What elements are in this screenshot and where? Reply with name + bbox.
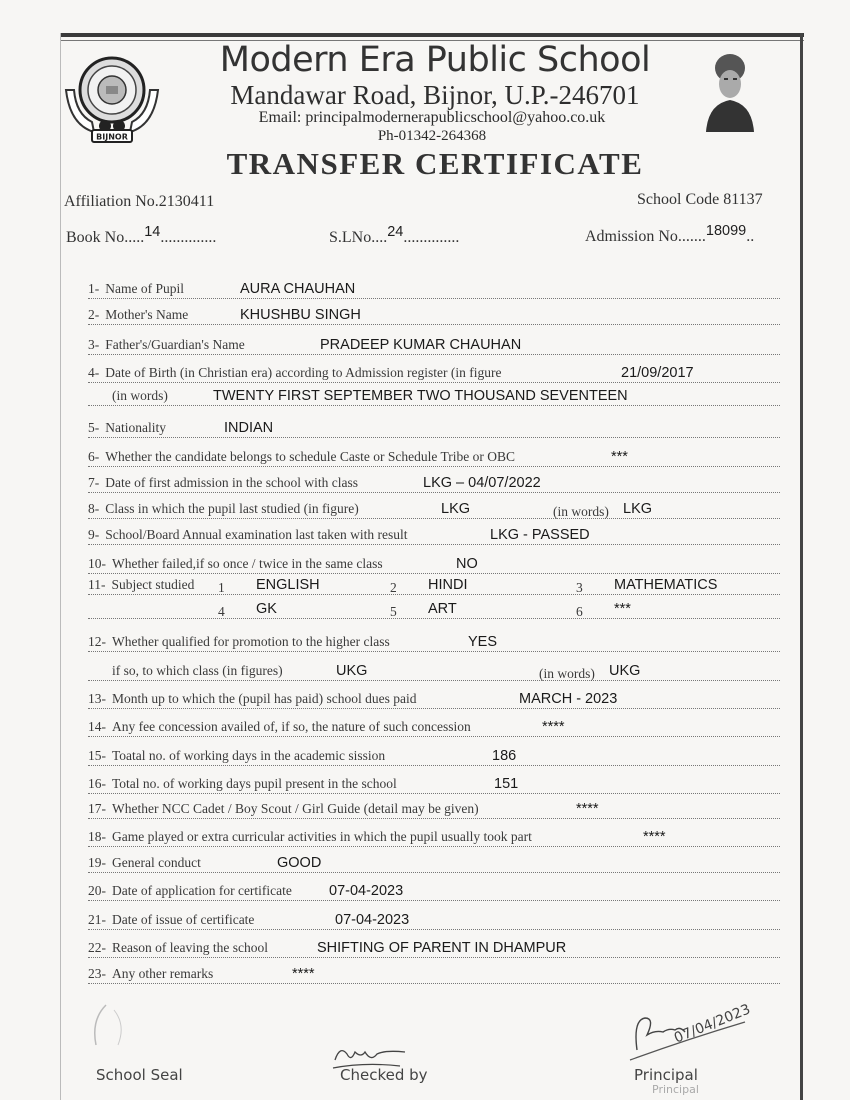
field-row — [88, 719, 780, 739]
field-value: SHIFTING OF PARENT IN DHAMPUR — [317, 940, 567, 956]
sl-number: S.LNo....24.............. — [329, 224, 460, 246]
dotted-leader — [88, 793, 780, 794]
book-number: Book No.....14.............. — [66, 224, 217, 246]
dotted-leader — [88, 651, 780, 652]
field-number: 1- — [88, 281, 100, 296]
certificate-title: TRANSFER CERTIFICATE — [226, 146, 644, 181]
dotted-leader — [88, 708, 780, 709]
field-row — [88, 829, 780, 849]
dotted-leader — [88, 765, 780, 766]
field-value-secondary: UKG — [609, 663, 641, 679]
dotted-leader — [88, 594, 780, 595]
field-label: Whether the candidate belongs to schedule Caste or Schedule Tribe or OBC — [105, 449, 516, 464]
field-label: Mother's Name — [105, 307, 189, 322]
field-value: NO — [456, 556, 478, 572]
field-row — [88, 449, 780, 469]
field-number: 4- — [88, 365, 100, 380]
book-number-value: 14 — [144, 224, 161, 240]
field-value: INDIAN — [224, 420, 274, 436]
field-label: General conduct — [112, 855, 201, 870]
dotted-leader — [88, 957, 780, 958]
subject-number: 2 — [390, 580, 397, 595]
field-number: 22- — [88, 940, 106, 955]
subject-value: GK — [256, 601, 277, 617]
field-label: (in words) — [112, 388, 168, 403]
admission-number: Admission No.......18099.. — [585, 223, 755, 245]
field-value: 07-04-2023 — [335, 912, 410, 928]
field-number: 16- — [88, 776, 106, 791]
field-value: 07-04-2023 — [329, 883, 404, 899]
field-label-secondary: (in words) — [553, 504, 609, 519]
field-value: LKG — [441, 501, 471, 517]
dotted-leader — [88, 618, 780, 619]
dotted-leader — [88, 983, 780, 984]
subject-number: 3 — [576, 580, 583, 595]
field-label: Whether NCC Cadet / Boy Scout / Girl Guide (detail may be given) — [112, 801, 479, 816]
field-row — [88, 966, 780, 986]
field-row — [88, 663, 780, 683]
dotted-leader — [88, 573, 780, 574]
affiliation-number: Affiliation No.2130411 — [64, 193, 215, 210]
dotted-leader — [88, 354, 780, 355]
dotted-leader — [88, 518, 780, 519]
field-number: 7- — [88, 475, 100, 490]
field-number: 23- — [88, 966, 106, 981]
dotted-leader — [88, 382, 780, 383]
dotted-leader — [88, 544, 780, 545]
field-number: 14- — [88, 719, 106, 734]
field-number: 10- — [88, 556, 106, 571]
field-row — [88, 912, 780, 932]
principal-stamp-text: Principal — [652, 1083, 699, 1096]
subject-number: 5 — [390, 604, 397, 619]
field-number: 12- — [88, 634, 106, 649]
field-row — [88, 940, 780, 960]
admission-number-label: Admission No. — [585, 228, 682, 245]
field-number: 13- — [88, 691, 106, 706]
dotted-leader — [88, 929, 780, 930]
field-value: LKG – 04/07/2022 — [423, 475, 541, 491]
field-label: if so, to which class (in figures) — [112, 663, 283, 678]
book-number-label: Book No. — [66, 229, 129, 246]
field-label: Whether failed,if so once / twice in the same class — [112, 556, 383, 571]
field-label: Name of Pupil — [105, 281, 184, 296]
field-row — [88, 776, 780, 796]
dotted-leader — [88, 846, 780, 847]
dotted-leader — [88, 736, 780, 737]
dotted-leader — [88, 324, 780, 325]
principal-label: Principal — [634, 1066, 698, 1084]
field-value: GOOD — [277, 855, 322, 871]
field-row — [88, 801, 780, 821]
field-number: 19- — [88, 855, 106, 870]
field-row — [88, 281, 780, 301]
field-row — [88, 475, 780, 495]
field-row — [88, 634, 780, 654]
field-row — [88, 748, 780, 768]
dotted-leader — [88, 466, 780, 467]
field-value: 21/09/2017 — [621, 365, 694, 381]
school-email: Email: principalmodernerapublicschool@yahoo.co.uk — [258, 109, 606, 126]
field-row — [88, 556, 780, 576]
field-value: MARCH - 2023 — [519, 691, 618, 707]
dotted-leader — [88, 437, 780, 438]
field-number: 17- — [88, 801, 106, 816]
field-number: 11- — [88, 577, 106, 592]
field-value-secondary: LKG — [623, 501, 653, 517]
svg-text:BIJNOR: BIJNOR — [96, 132, 128, 142]
field-label: Father's/Guardian's Name — [105, 337, 245, 352]
field-label: Date of Birth (in Christian era) according to Admission register (in figure — [105, 365, 502, 380]
field-label: Total no. of working days pupil present in the school — [112, 776, 397, 791]
field-value: **** — [542, 719, 565, 735]
field-row — [88, 691, 780, 711]
dotted-leader — [88, 872, 780, 873]
subject-number: 4 — [218, 604, 225, 619]
subject-value: MATHEMATICS — [614, 577, 718, 593]
dotted-leader — [88, 405, 780, 406]
field-label: Class in which the pupil last studied (in figure) — [105, 501, 359, 516]
field-label: School/Board Annual examination last taken with result — [105, 527, 408, 542]
school-address: Mandawar Road, Bijnor, U.P.-246701 — [230, 80, 640, 110]
admission-number-value: 18099 — [705, 223, 747, 239]
field-row — [88, 855, 780, 875]
field-value: LKG - PASSED — [490, 527, 590, 543]
checked-by-label: Checked by — [340, 1066, 428, 1084]
field-value: UKG — [336, 663, 368, 679]
field-label-secondary: (in words) — [539, 666, 595, 681]
field-value: YES — [468, 634, 498, 650]
dotted-leader — [88, 900, 780, 901]
field-value: **** — [643, 829, 666, 845]
field-label: Date of first admission in the school with class — [105, 475, 358, 490]
sl-number-label: S.LNo. — [329, 229, 376, 246]
field-label: Any other remarks — [112, 966, 214, 981]
field-value: KHUSHBU SINGH — [240, 307, 361, 323]
field-value: **** — [576, 801, 599, 817]
field-label: Whether qualified for promotion to the higher class — [112, 634, 390, 649]
field-number: 3- — [88, 337, 100, 352]
sl-number-value: 24 — [387, 224, 404, 240]
field-number: 15- — [88, 748, 106, 763]
field-value: 151 — [494, 776, 519, 792]
page-border-left — [60, 33, 61, 1100]
school-seal-stamp-icon — [86, 1000, 136, 1060]
field-value: 186 — [492, 748, 517, 764]
field-number: 2- — [88, 307, 100, 322]
field-value: *** — [611, 449, 628, 465]
school-name: Modern Era Public School — [219, 40, 651, 80]
field-label: Game played or extra curricular activities in which the pupil usually took part — [112, 829, 532, 844]
dotted-leader — [88, 298, 780, 299]
field-row — [88, 527, 780, 547]
subject-value: ENGLISH — [256, 577, 320, 593]
dotted-leader — [88, 818, 780, 819]
field-number: 6- — [88, 449, 100, 464]
field-row — [88, 420, 780, 440]
field-number: 9- — [88, 527, 100, 542]
field-label: Reason of leaving the school — [112, 940, 268, 955]
field-number: 5- — [88, 420, 100, 435]
principal-signature-date: 07/04/2023 — [671, 1001, 753, 1047]
field-label: Subject studied — [111, 577, 195, 592]
subject-value: HINDI — [428, 577, 468, 593]
school-phone: Ph-01342-264368 — [377, 128, 487, 144]
subject-value: ART — [428, 601, 457, 617]
dotted-leader — [88, 492, 780, 493]
field-row — [88, 501, 780, 521]
field-row — [88, 388, 780, 408]
field-number: 21- — [88, 912, 106, 927]
field-row — [88, 337, 780, 357]
field-row — [88, 365, 780, 385]
school-seal-label: School Seal — [96, 1066, 183, 1084]
field-number: 20- — [88, 883, 106, 898]
field-value: PRADEEP KUMAR CHAUHAN — [320, 337, 522, 353]
school-code: School Code 81137 — [637, 191, 763, 208]
field-row — [88, 307, 780, 327]
field-value: AURA CHAUHAN — [240, 281, 356, 297]
field-row-subjects — [88, 577, 780, 597]
field-row-subjects — [88, 601, 780, 621]
field-row — [88, 883, 780, 903]
field-label: Any fee concession availed of, if so, the nature of such concession — [112, 719, 471, 734]
field-number: 8- — [88, 501, 100, 516]
field-label: Date of issue of certificate — [112, 912, 255, 927]
dotted-leader — [88, 680, 780, 681]
field-value: **** — [292, 966, 315, 982]
subject-number: 6 — [576, 604, 583, 619]
field-label: Toatal no. of working days in the academic sission — [112, 748, 386, 763]
field-value: TWENTY FIRST SEPTEMBER TWO THOUSAND SEVENTEEN — [213, 388, 628, 404]
field-label: Month up to which the (pupil has paid) school dues paid — [112, 691, 417, 706]
field-number: 18- — [88, 829, 106, 844]
subject-number: 1 — [218, 580, 225, 595]
field-label: Nationality — [105, 420, 166, 435]
page-border-right — [800, 33, 803, 1100]
field-label: Date of application for certificate — [112, 883, 292, 898]
subject-value: *** — [614, 601, 631, 617]
page-border-top — [60, 33, 804, 37]
